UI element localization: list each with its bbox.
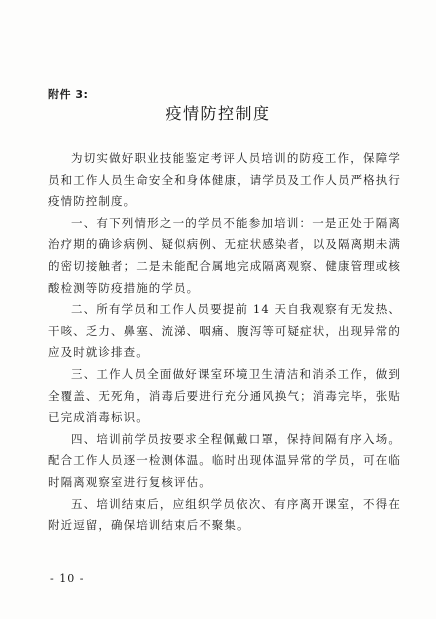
paragraph-rule-2: 二、所有学员和工作人员要提前 14 天自我观察有无发热、干咳、乏力、鼻塞、流涕、咽痛、腹泻等可疑症状，出现异常的应及时就诊排查。	[48, 302, 401, 360]
paragraph-rule-1: 一、有下列情形之一的学员不能参加培训：一是正处于隔离治疗期的确诊病例、疑似病例、无症状感染者，以及隔离期未满的密切接触者；二是未能配合属地完成隔离观察、健康管理或核酸检测等防疫措施的学员。	[48, 215, 401, 295]
paragraph-rule-5: 五、培训结束后，应组织学员依次、有序离开课室，不得在附近逗留，确保培训结束后不聚集。	[48, 496, 401, 533]
paragraph-rule-3: 三、工作人员全面做好课室环境卫生清洁和消杀工作，做到全覆盖、无死角，消毒后要进行充分通风换气；消毒完毕，张贴已完成消毒标识。	[48, 366, 401, 425]
document-title: 疫情防控制度	[165, 104, 271, 123]
paragraph-intro: 为切实做好职业技能鉴定考评人员培训的防疫工作，保障学员和工作人员生命安全和身体健康，请学员及工作人员严格执行疫情防控制度。	[48, 151, 401, 209]
page-number: - 10 -	[50, 572, 85, 585]
document-body	[48, 148, 401, 537]
attachment-label: 附件 3:	[48, 88, 89, 101]
paragraph-rule-4: 四、培训前学员按要求全程佩戴口罩，保持间隔有序入场。配合工作人员逐一检测体温。临时出现体温异常的学员，可在临时隔离观察室进行复核评估。	[48, 431, 401, 489]
